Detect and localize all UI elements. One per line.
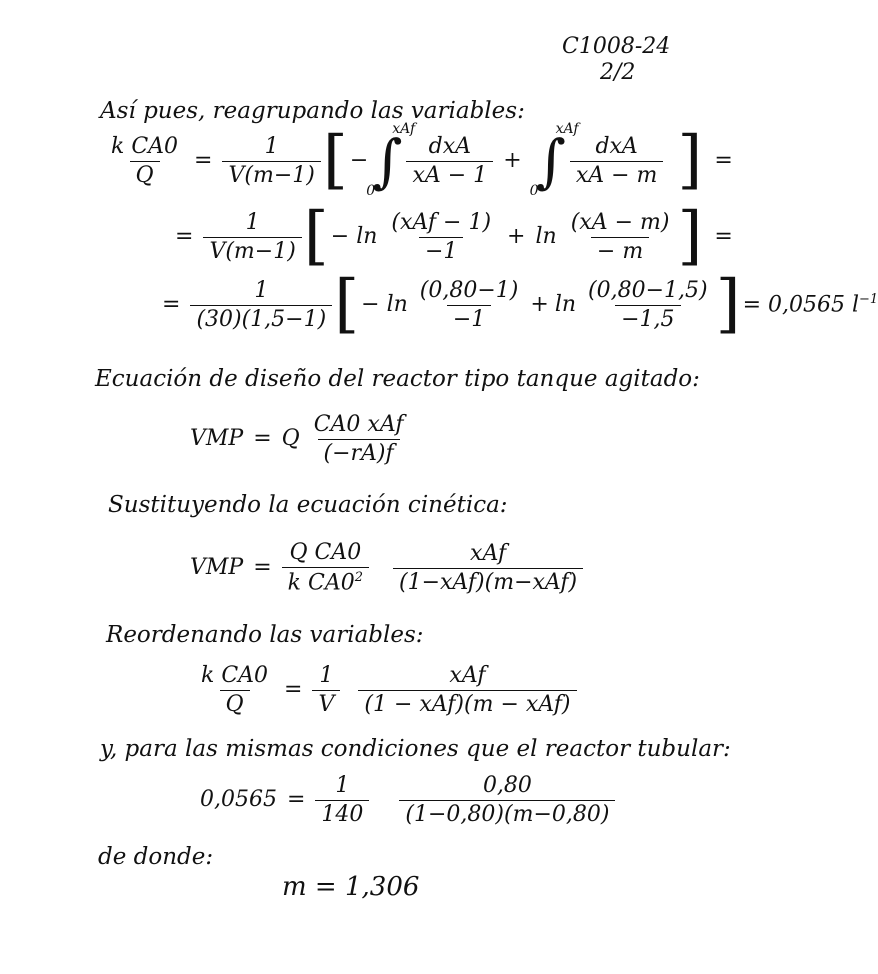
integrand-1-numerator: dxA bbox=[428, 133, 472, 159]
heading-from-which: de donde: bbox=[98, 844, 214, 870]
numeric-fraction-2-denominator: (1−0,80)(m−0,80) bbox=[399, 800, 615, 826]
log-term-2-fraction bbox=[565, 209, 676, 264]
equals-sign: = bbox=[253, 426, 272, 451]
page-number: 2/2 bbox=[600, 60, 636, 85]
integrand-1-denominator: xA − 1 bbox=[406, 161, 493, 187]
integral-1-lower-limit: 0 bbox=[366, 183, 376, 199]
equation-kinetic-substitution bbox=[190, 536, 583, 600]
log-term-2-denominator: −1,5 bbox=[615, 305, 680, 331]
integrand-2-denominator: xA − m bbox=[570, 161, 664, 187]
equals-sign: = bbox=[162, 292, 181, 317]
log-term-1-numerator: (0,80−1) bbox=[419, 277, 519, 303]
integrand-1 bbox=[406, 133, 493, 188]
left-bracket: [ bbox=[322, 123, 348, 198]
integral-2-upper-limit: xAf bbox=[555, 121, 579, 137]
kinetic-fraction-2-denominator: (1−xAf)(m−xAf) bbox=[393, 568, 583, 594]
log-term-2-prefix: ln bbox=[554, 292, 577, 317]
rearranged-fraction-2-denominator: (1 − xAf)(m − xAf) bbox=[358, 690, 576, 716]
equals-sign: = bbox=[284, 677, 303, 702]
heading-same-conditions: y, para las mismas condiciones que el reactor tubular: bbox=[100, 736, 731, 762]
lhs-fraction bbox=[105, 133, 184, 188]
equals-sign: = bbox=[714, 148, 733, 173]
plus-sign: + bbox=[530, 292, 549, 317]
integral-2-lower-limit: 0 bbox=[529, 183, 539, 199]
equals-sign: = bbox=[286, 787, 306, 812]
right-bracket: ] bbox=[677, 123, 703, 198]
rearranged-fraction-2-numerator: xAf bbox=[449, 662, 486, 688]
log-term-1-fraction bbox=[414, 277, 525, 332]
numeric-result-exponent: −1 bbox=[859, 292, 878, 308]
kinetic-fraction-2 bbox=[393, 540, 583, 595]
log-term-2-numerator: (0,80−1,5) bbox=[588, 277, 708, 303]
coefficient-numerator: 1 bbox=[254, 277, 269, 303]
coefficient-denominator: (30)(1,5−1) bbox=[190, 305, 332, 331]
left-bracket: [ bbox=[303, 199, 329, 274]
integral-sign: ∫ bbox=[535, 127, 566, 195]
log-term-1-numerator: (xAf − 1) bbox=[391, 209, 492, 235]
design-fraction bbox=[308, 411, 410, 466]
log-term-2-prefix: ln bbox=[535, 224, 557, 249]
kinetic-fraction-1 bbox=[282, 539, 369, 596]
numeric-fraction-1-numerator: 1 bbox=[335, 772, 350, 798]
design-numerator: CA0 xAf bbox=[313, 411, 404, 437]
coefficient-fraction bbox=[190, 277, 332, 332]
equation-log-form bbox=[165, 199, 743, 274]
coefficient-denominator: V(m−1) bbox=[203, 237, 301, 263]
kinetic-fraction-1-numerator: Q CA0 bbox=[289, 539, 362, 565]
design-lhs: VMP bbox=[190, 426, 244, 451]
equals-sign: = bbox=[714, 224, 733, 249]
design-denominator: (−rA)f bbox=[318, 439, 400, 465]
rearranged-lhs-fraction bbox=[195, 662, 274, 717]
integral-1 bbox=[366, 121, 416, 199]
plus-sign: + bbox=[503, 148, 522, 173]
integrand-2 bbox=[570, 133, 664, 188]
rearranged-fraction-2 bbox=[358, 662, 576, 717]
kinetic-fraction-1-denominator-exponent: 2 bbox=[354, 569, 363, 585]
coefficient-fraction bbox=[222, 133, 320, 188]
rearranged-lhs-numerator: k CA0 bbox=[201, 662, 269, 688]
coefficient-numerator: 1 bbox=[245, 209, 260, 235]
rearranged-fraction-1-numerator: 1 bbox=[319, 662, 334, 688]
numeric-fraction-1-denominator: 140 bbox=[315, 800, 369, 826]
coefficient-denominator: V(m−1) bbox=[222, 161, 320, 187]
heading-design-equation: Ecuación de diseño del reactor tipo tanque agitado: bbox=[95, 366, 700, 392]
log-term-1-prefix: − ln bbox=[361, 292, 408, 317]
right-bracket: ] bbox=[677, 199, 703, 274]
log-term-1-prefix: − ln bbox=[330, 224, 378, 249]
integral-1-upper-limit: xAf bbox=[392, 121, 416, 137]
numeric-fraction-2-numerator: 0,80 bbox=[482, 772, 532, 798]
heading-regroup-variables: Así pues, reagrupando las variables: bbox=[100, 98, 525, 124]
heading-rearrange-variables: Reordenando las variables: bbox=[106, 622, 424, 648]
heading-substitute-kinetic-equation: Sustituyendo la ecuación cinética: bbox=[108, 492, 508, 518]
rearranged-lhs-denominator: Q bbox=[220, 690, 250, 716]
coefficient-numerator: 1 bbox=[264, 133, 279, 159]
equals-sign: = bbox=[194, 148, 213, 173]
rearranged-fraction-1-denominator: V bbox=[312, 690, 340, 716]
equation-integral-form bbox=[105, 121, 743, 199]
log-term-1-denominator: −1 bbox=[419, 237, 463, 263]
integrand-2-numerator: dxA bbox=[595, 133, 638, 159]
kinetic-lhs: VMP bbox=[190, 555, 244, 580]
final-result: m = 1,306 bbox=[282, 872, 420, 902]
equation-numeric-substitution bbox=[152, 267, 878, 342]
design-factor: Q bbox=[281, 426, 300, 451]
log-term-2-fraction bbox=[582, 277, 714, 332]
kinetic-fraction-1-denominator-base: k CA0 bbox=[287, 570, 355, 596]
numeric-fraction-2 bbox=[399, 772, 615, 827]
document-code: C1008-24 bbox=[562, 34, 671, 59]
lhs-denominator: Q bbox=[130, 161, 160, 187]
coefficient-fraction bbox=[203, 209, 301, 264]
rearranged-fraction-1 bbox=[312, 662, 340, 717]
numeric-lhs: 0,0565 bbox=[200, 787, 277, 812]
left-bracket: [ bbox=[334, 267, 360, 342]
equation-design bbox=[190, 410, 409, 468]
right-bracket: ] bbox=[715, 267, 741, 342]
kinetic-fraction-2-numerator: xAf bbox=[470, 540, 507, 566]
log-term-1-fraction bbox=[385, 209, 497, 264]
log-term-2-denominator: − m bbox=[591, 237, 649, 263]
numeric-result bbox=[743, 293, 878, 316]
plus-sign: + bbox=[507, 224, 526, 249]
lhs-numerator: k CA0 bbox=[111, 133, 179, 159]
numeric-fraction-1 bbox=[315, 772, 369, 827]
equals-sign: = bbox=[253, 555, 272, 580]
numeric-result-value: = 0,0565 l bbox=[742, 292, 860, 318]
minus-sign: − bbox=[349, 148, 369, 173]
log-term-2-numerator: (xA − m) bbox=[570, 209, 670, 235]
equation-numeric bbox=[200, 770, 615, 830]
integral-2 bbox=[529, 121, 579, 199]
kinetic-fraction-1-denominator bbox=[282, 567, 369, 594]
equation-rearranged bbox=[195, 660, 577, 720]
equals-sign: = bbox=[175, 224, 194, 249]
log-term-1-denominator: −1 bbox=[447, 305, 491, 331]
integral-sign: ∫ bbox=[372, 127, 403, 195]
